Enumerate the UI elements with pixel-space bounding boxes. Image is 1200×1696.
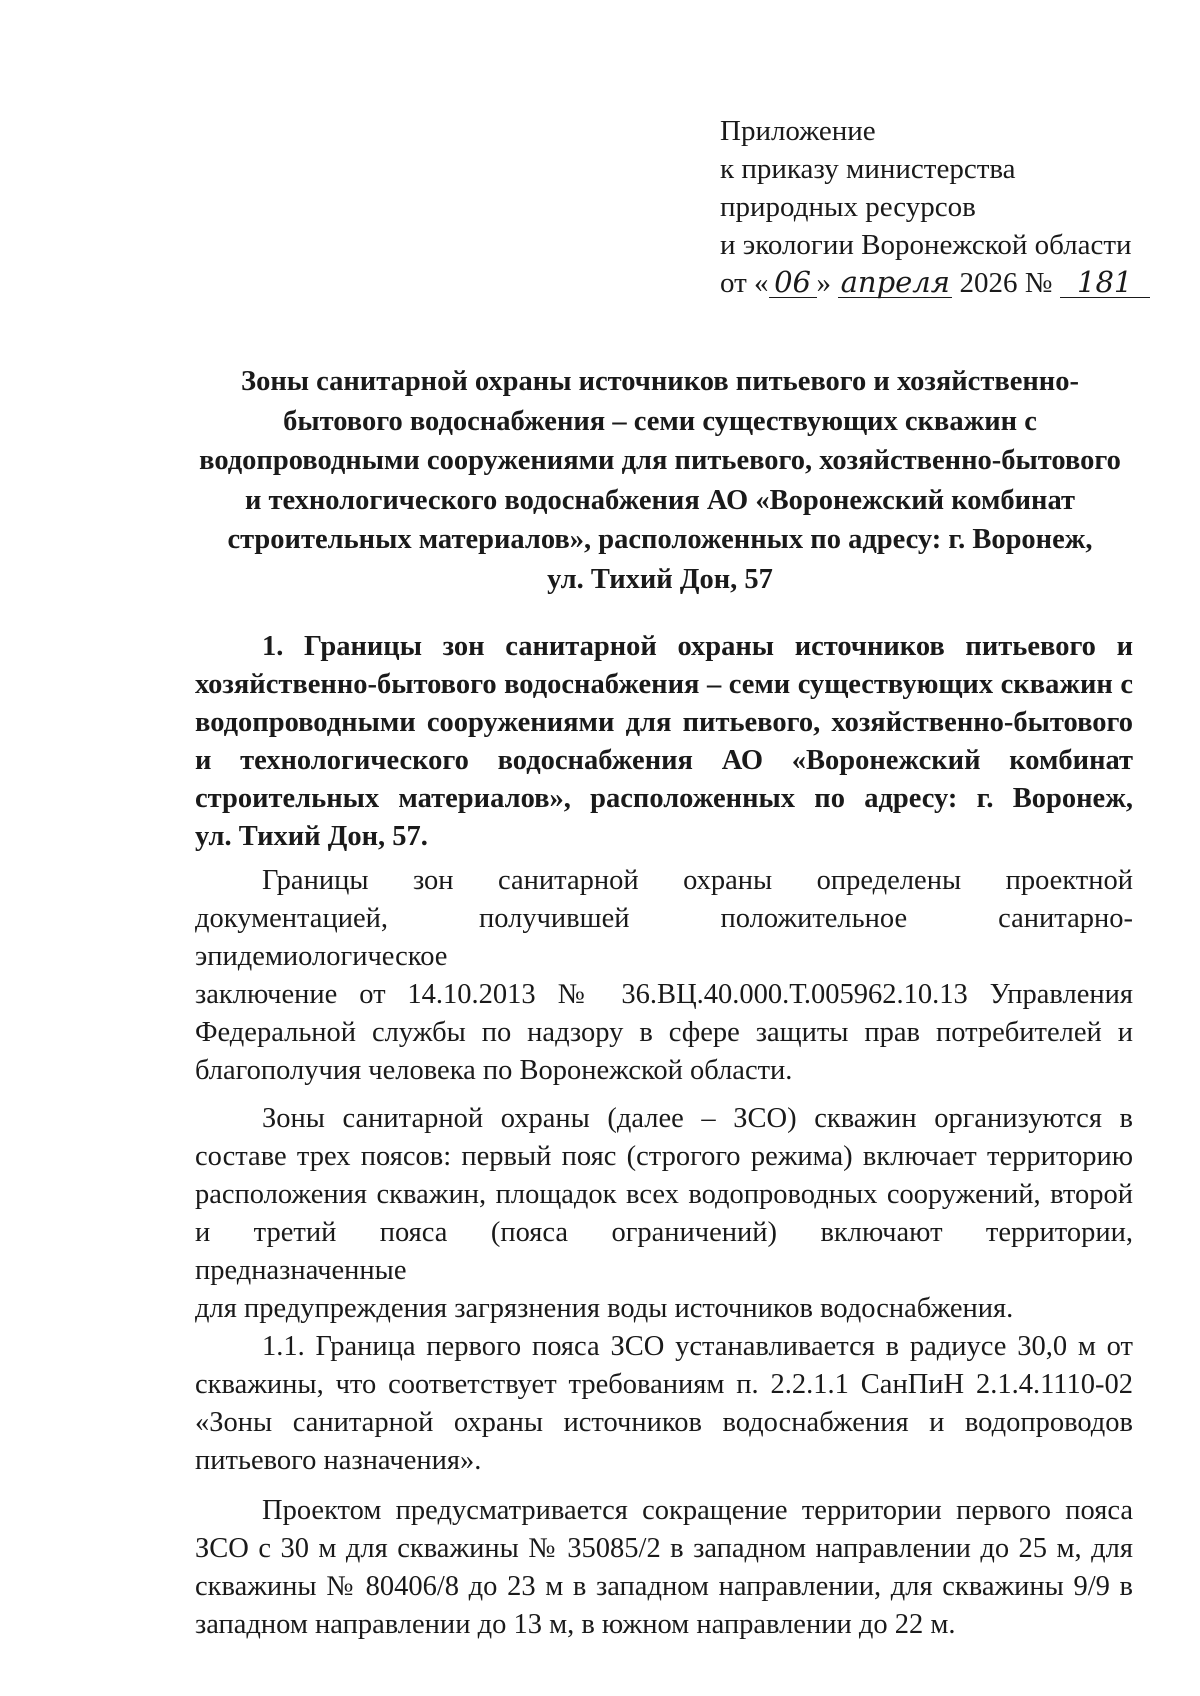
heading-line: и технологического водоснабжения АО «Воронежский комбинат: [195, 745, 1133, 776]
paragraph-line: ЗСО с 30 м для скважины № 35085/2 в западном направлении до 25 м, для: [195, 1533, 1133, 1564]
paragraph-line: составе трех поясов: первый пояс (строгого режима) включает территорию: [195, 1141, 1133, 1172]
paragraph-line: документацией, получившей положительное санитарно-эпидемиологическое: [195, 903, 1133, 972]
paragraph-boundaries: [195, 862, 1133, 1090]
appendix-block: [720, 112, 1160, 302]
paragraph-line: расположения скважин, площадок всех водопроводных сооружений, второй: [195, 1179, 1133, 1210]
order-number: 181: [1060, 267, 1150, 298]
date-prefix: от «: [720, 267, 769, 299]
paragraph-line: 1.1. Граница первого пояса ЗСО устанавливается в радиусе 30,0 м от: [262, 1331, 1133, 1362]
date-year: 2026 №: [952, 267, 1060, 299]
paragraph-line: Границы зон санитарной охраны определены проектной: [262, 865, 1133, 896]
paragraph-line: благополучия человека по Воронежской области.: [195, 1055, 793, 1086]
date-day: 06: [769, 267, 817, 298]
paragraph-line: и третий пояса (пояса ограничений) включают территории, предназначенные: [195, 1217, 1133, 1286]
appendix-line: Приложение: [720, 115, 876, 147]
paragraph-line: западном направлении до 13 м, в южном направлении до 22 м.: [195, 1609, 956, 1640]
heading-line: ул. Тихий Дон, 57.: [195, 821, 428, 852]
paragraph-first-belt: [195, 1328, 1133, 1480]
paragraph-line: «Зоны санитарной охраны источников водоснабжения и водопроводов: [195, 1407, 1133, 1438]
date-separator: »: [816, 267, 839, 299]
paragraph-line: для предупреждения загрязнения воды источников водоснабжения.: [195, 1293, 1014, 1324]
paragraph-line: Проектом предусматривается сокращение территории первого пояса: [262, 1495, 1133, 1526]
paragraph-reduction: [195, 1492, 1133, 1644]
paragraph-line: заключение от 14.10.2013 № 36.ВЦ.40.000.Т.005962.10.13 Управления: [195, 979, 1133, 1010]
section-heading: [195, 628, 1133, 856]
paragraph-line: Федеральной службы по надзору в сфере защиты прав потребителей и: [195, 1017, 1133, 1048]
title-line: и технологического водоснабжения АО «Воронежский комбинат: [245, 484, 1075, 516]
document-body: [195, 628, 1133, 1644]
title-line: ул. Тихий Дон, 57: [547, 563, 773, 595]
appendix-date-line: [720, 264, 1160, 302]
heading-line: строительных материалов», расположенных по адресу: г. Воронеж,: [195, 783, 1133, 814]
date-month: апреля: [838, 267, 952, 298]
paragraph-line: скважины, что соответствует требованиям п. 2.2.1.1 СанПиН 2.1.4.1110-02: [195, 1369, 1133, 1400]
title-line: водопроводными сооружениями для питьевого, хозяйственно-бытового: [199, 445, 1121, 476]
heading-line: водопроводными сооружениями для питьевого, хозяйственно-бытового: [195, 707, 1133, 738]
appendix-line: природных ресурсов: [720, 191, 976, 223]
title-line: бытового водоснабжения – семи существующих скважин с: [283, 405, 1037, 437]
document-title: [190, 362, 1130, 599]
paragraph-line: Зоны санитарной охраны (далее – ЗСО) скважин организуются в: [262, 1103, 1133, 1134]
appendix-line: к приказу министерства: [720, 153, 1016, 185]
title-line: строительных материалов», расположенных по адресу: г. Воронеж,: [227, 524, 1093, 555]
appendix-line: и экологии Воронежской области: [720, 229, 1132, 261]
heading-line: хозяйственно-бытового водоснабжения – семи существующих скважин с: [195, 669, 1133, 700]
paragraph-zones: [195, 1100, 1133, 1328]
title-line: Зоны санитарной охраны источников питьевого и хозяйственно-: [241, 366, 1079, 397]
paragraph-line: скважины № 80406/8 до 23 м в западном направлении, для скважины 9/9 в: [195, 1571, 1133, 1602]
paragraph-line: питьевого назначения».: [195, 1445, 482, 1476]
heading-line: 1. Границы зон санитарной охраны источников питьевого и: [262, 631, 1133, 662]
